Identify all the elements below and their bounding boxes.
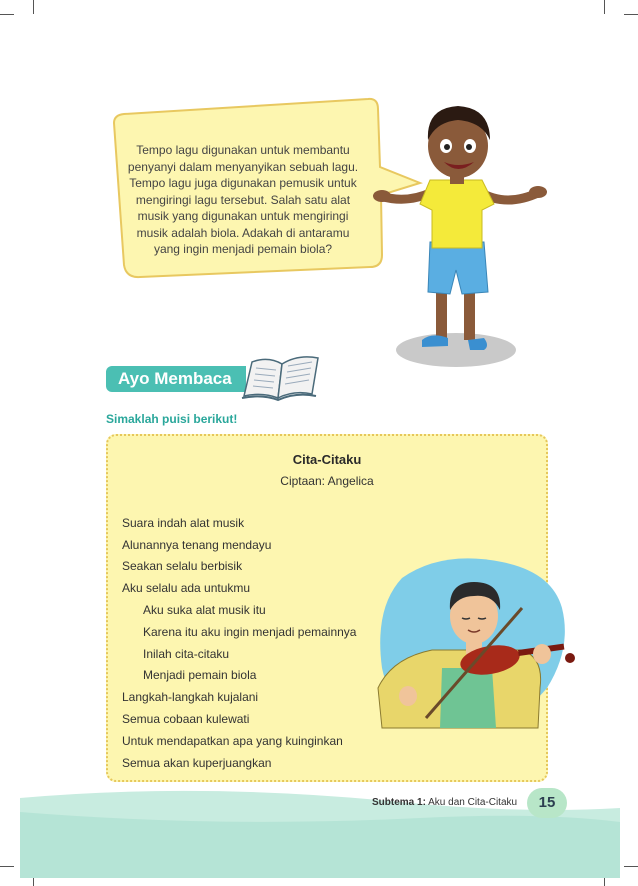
boy-illustration [372,100,552,370]
poem-title: Cita-Citaku [292,452,362,467]
poem-line: Semua cobaan kulewati [122,712,250,726]
poem-line: Suara indah alat musik [122,516,245,530]
bubble-line: musik yang digunakan untuk mengiringi [137,209,349,223]
poem-line: Inilah cita-citaku [143,647,230,661]
bubble-line: musik adalah biola. Adakah di antaramu [136,225,350,240]
page-number: 15 [527,788,567,818]
poem-line: Seakan selalu berbisik [122,559,243,573]
subtema-title: Aku dan Cita-Citaku [428,797,518,808]
crop-mark-top-left-h [0,14,14,15]
footer-subtema [372,797,517,808]
poem-line: Semua akan kuperjuangkan [122,756,272,770]
bubble-line: Tempo lagu digunakan untuk membantu [136,143,350,157]
crop-mark-top-left-v [33,0,34,14]
poem-line: Untuk mendapatkan apa yang kuinginkan [122,734,343,748]
violin-player-illustration [372,558,587,733]
bubble-line: Tempo lagu juga digunakan pemusik untuk [129,176,357,190]
reading-instruction: Simaklah puisi berikut! [106,412,238,426]
crop-mark-top-right-h [624,14,638,15]
subtema-label: Subtema 1: [372,797,426,808]
speech-bubble-text [112,142,374,258]
poem-line: Alunannya tenang mendayu [122,538,272,552]
poem-line: Menjadi pemain biola [143,668,257,682]
bubble-line: penyanyi dalam menyanyikan sebuah lagu. [127,159,359,174]
crop-mark-top-right-v [604,0,605,14]
bubble-line: yang ingin menjadi pemain biola? [153,242,333,256]
poem-line: Aku selalu ada untukmu [122,581,251,595]
poem-line: Karena itu aku ingin menjadi pemainnya [143,625,357,639]
poem-author: Ciptaan: Angelica [280,474,374,488]
poem-line: Aku suka alat musik itu [143,603,266,617]
section-banner: Ayo Membaca [106,366,246,392]
poem-line: Langkah-langkah kujalani [122,690,259,704]
open-book-icon [238,352,328,402]
bubble-line: mengiringi lagu tersebut. Salah satu alat [135,192,351,207]
